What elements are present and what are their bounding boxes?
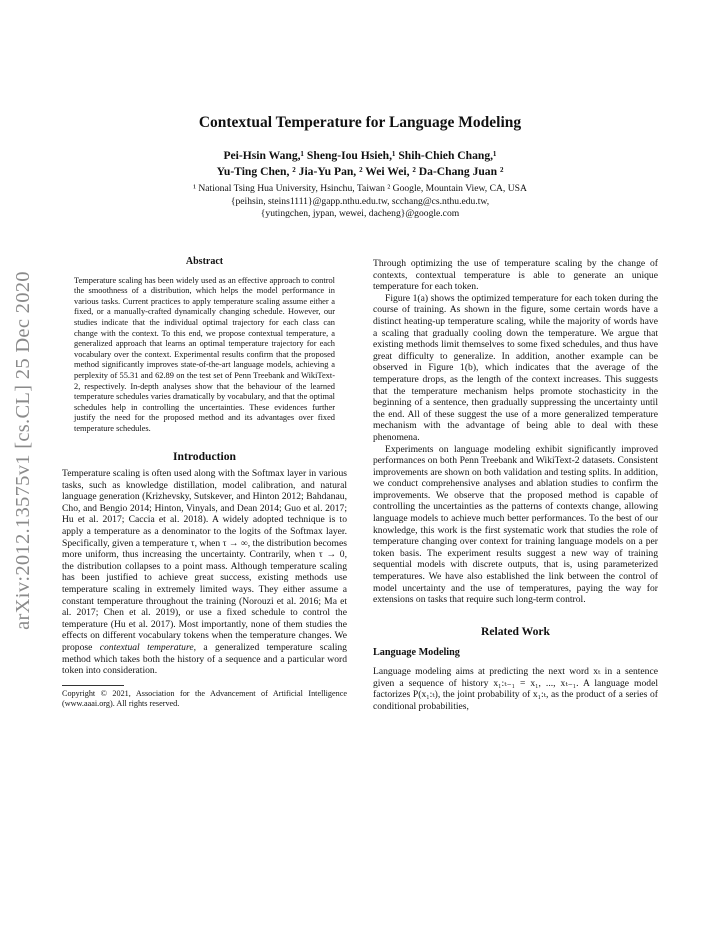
right-paragraph-1: Through optimizing the use of temperature scaling by the change of contexts, contextual temperature is able to generate an unique temperature for each token. xyxy=(373,258,658,293)
email-line-2: {yutingchen, jypan, wewei, dacheng}@google.com xyxy=(260,208,460,219)
author-line-1: Pei-Hsin Wang,¹ Sheng-Iou Hsieh,¹ Shih-Chieh Chang,¹ xyxy=(223,149,497,162)
copyright-footnote: Copyright © 2021, Association for the Advancement of Artificial Intelligence (www.aaai.org). All rights reserved. xyxy=(62,688,347,708)
introduction-heading: Introduction xyxy=(173,449,236,463)
intro-text-b: , a generalized temperature scaling method which takes both the history of a sequence and a particular word token into consideration. xyxy=(62,642,347,677)
author-line-2: Yu-Ting Chen, ² Jia-Yu Pan, ² Wei Wei, ² Da-Chang Juan ² xyxy=(216,165,504,178)
intro-text-a: Temperature scaling is often used along with the Softmax layer in various tasks, such as knowledge distillation, model calibration, and natural language generation (Krizhevsky, Sutskever, and Hinton 2012; Bahdanau, Cho, and Bengio 2014; Hinton, Vinyals, and Dean 2014; Guo et al. 2017; Hu et al. 2017; Caccia et al. 2018). A widely adopted technique is to apply a temperature as a denominator to the logits of the Softmax layer. Specifically, given a temperature τ, when τ → ∞, the distribution becomes more uniform, thus increasing the uncertainty. Contrarily, when τ → 0, the distribution collapses to a point mass. Although temperature scaling has been justified to achieve great success, existing methods use temperature scaling in extremely limited ways. They either assume a constant temperature throughout the training (Norouzi et al. 2016; Ma et al. 2017; Chen et al. 2019), or use a fixed schedule to control the temperature (Hu et al. 2017). Most importantly, none of them studies the effects on different vocabulary tokens when the temperature changes. We propose xyxy=(62,468,347,653)
language-modeling-heading: Language Modeling xyxy=(373,647,460,659)
paper-title: Contextual Temperature for Language Modeling xyxy=(198,114,522,131)
right-column xyxy=(373,258,658,712)
footnote-rule xyxy=(62,685,124,686)
abstract-text: Temperature scaling has been widely used as an effective approach to control the smoothness of a distribution, which helps the model performance in various tasks. Current practices to apply temperature scaling assume either a fixed, or a manually-crafted dynamically changing schedule. However, our studies indicate that the individual optimal trajectory for each class can change with the context. To this end, we propose contextual temperature, a generalized approach that learns an optimal temperature trajectory for each vocabulary over the context. Experimental results confirm that the proposed method significantly improves state-of-the-art language models, achieving a perplexity of 55.31 and 62.89 on the test set of Penn Treebank and WikiText-2, respectively. In-depth analyses show that the behaviour of the learned temperature schedules varies dramatically by vocabulary, and that the optimal schedules help in controlling the uncertainties. These evidences further justify the need for the proposed method and its advantages over fixed temperature schedules. xyxy=(74,275,335,433)
intro-emphasis: contextual temperature xyxy=(99,642,194,653)
author-list xyxy=(0,148,720,180)
affiliation-line-1: ¹ National Tsing Hua University, Hsinchu, Taiwan ² Google, Mountain View, CA, USA xyxy=(193,183,527,194)
abstract-heading: Abstract xyxy=(185,256,224,267)
right-paragraph-3: Experiments on language modeling exhibit significantly improved performances on both Penn Treebank and WikiText-2 datasets. Consistent improvements are shown on both validation and testing splits. In addition, we conduct comprehensive analyses and ablation studies to confirm the improvements. We observe that the proposed method is capable of controlling the uncertainties as the patterns of contexts change, allowing language models to achieve much better performances. To the best of our knowledge, this work is the first systematic work that studies the role of temperature changing over context for training language models on a per token basis. The experiment results suggest a new way of training sequential models with discrete outputs, that is, using parameterized temperatures. We have also established the link between the control of model uncertainty and the use of temperatures, paying the way for extensions on tasks that require such long-term control. xyxy=(373,443,658,606)
introduction-paragraph xyxy=(62,468,347,677)
right-paragraph-2: Figure 1(a) shows the optimized temperature for each token during the course of training. As shown in the figure, some certain words have a distinct heating-up temperature scaling, while the majority of words have a scaling that gradually cooling down the temperature. We argue that existing methods limit themselves to some fixed schedules, and thus have great difficulty to generalize. In addition, another example can be observed in Figure 1(b), which indicates that the average of the temperature drops, as the length of the context increases. This suggests that the temperature mechanism helps promote stochasticity in the beginning of a sentence, then gradually suppressing the uncertainty until the end. All of these suggest the use of a more generalized temperature mechanism with the advantage of being able to deal with these phenomena. xyxy=(373,292,658,443)
right-paragraph-4: Language modeling aims at predicting the next word xₜ in a sentence given a sequence of history x₁:ₜ₋₁ = x₁, ..., xₜ₋₁. A language model factorizes P(x₁:ₜ), the joint probability of x₁:ₜ, as the product of a series of conditional probabilities, xyxy=(373,666,658,712)
affiliations xyxy=(0,183,720,221)
email-line-1: {peihsin, steins1111}@gapp.nthu.edu.tw, scchang@cs.nthu.edu.tw, xyxy=(230,195,490,207)
arxiv-stamp xyxy=(0,240,46,660)
related-work-heading: Related Work xyxy=(480,624,551,638)
arxiv-stamp-text: arXiv:2012.13575v1 [cs.CL] 25 Dec 2020 xyxy=(11,270,34,630)
left-column xyxy=(62,256,347,709)
